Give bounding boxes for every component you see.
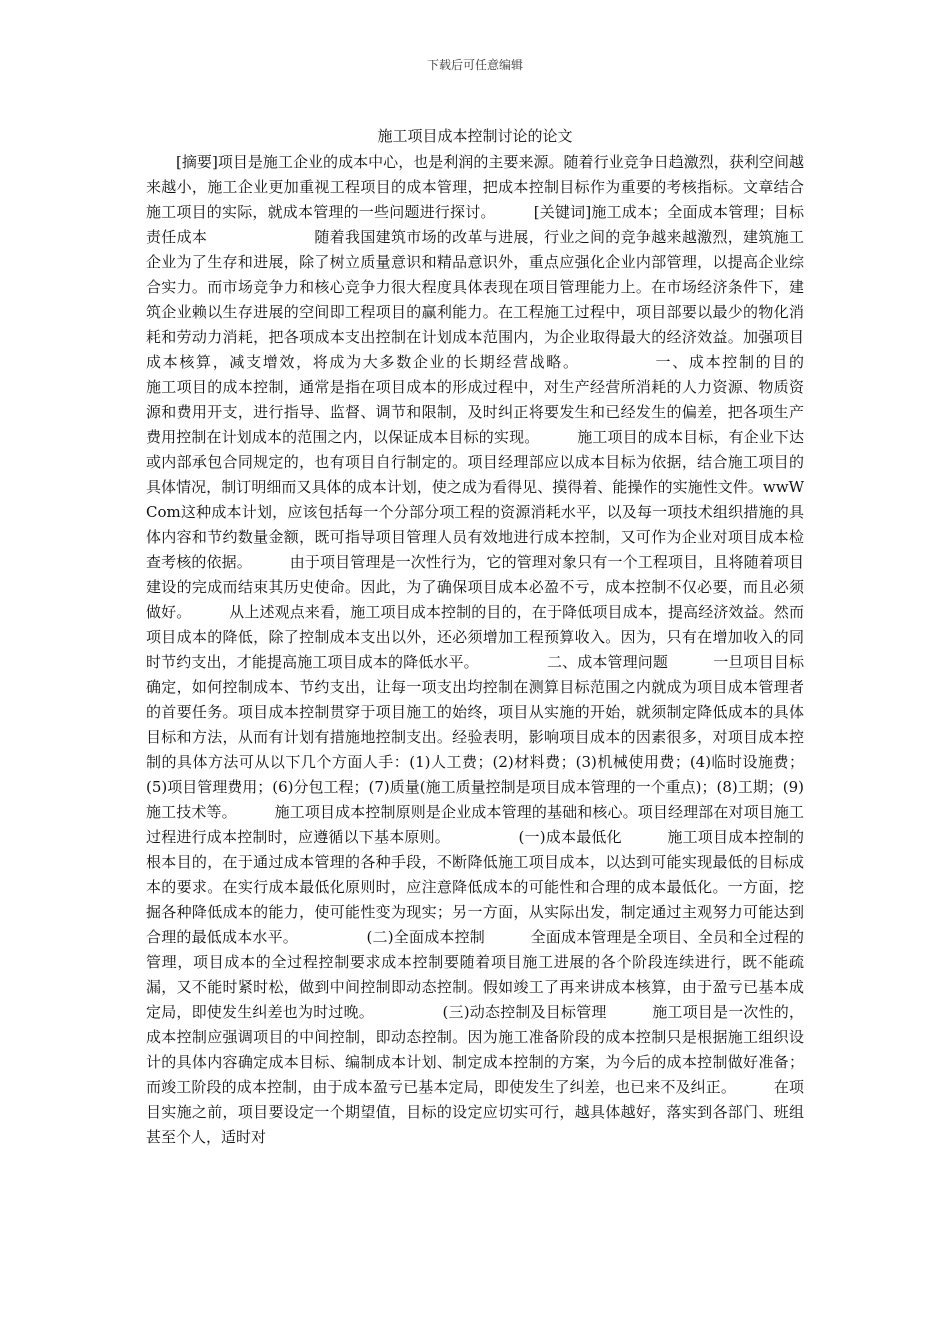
page-header-note: 下载后可任意编辑 [426,58,523,72]
document-body: [摘要]项目是施工企业的成本中心，也是利润的主要来源。随着行业竞争日趋激烈，获利空间越来越小，施工企业更加重视工程项目的成本管理，把成本控制目标作为重要的考核指标。文章结合施工项目的实际，就成本管理的一些问题进行探讨。 [关键词]施工成本；全面成本管理；目标责任成本 随着我国建筑市场的改革与进展，行业之间的竞争越来越激烈，建筑施工企业为了生存和进展，除了树立质量意识和精品意识外，重点应强化企业内部管理，以提高企业综合实力。而市场竞争力和核心竞争力很大程度具体表现在项目管理能力上。在市场经济条件下，建筑企业赖以生存进展的空间即工程项目的赢利能力。在工程施工过程中，项目部要以最少的物化消耗和劳动力消耗，把各项成本支出控制在计划成本范围内，为企业取得最大的经济效益。加强项目成本核算，减支增效，将成为大多数企业的长期经营战略。 一、成本控制的目的 施工项目的成本控制，通常是指在项目成本的形成过程中，对生产经营所消耗的人力资源、物质资源和费用开支，进行指导、监督、调节和限制，及时纠正将要发生和已经发生的偏差，把各项生产费用控制在计划成本的范围之内，以保证成本目标的实现。 施工项目的成本目标，有企业下达或内部承包合同规定的，也有项目自行制定的。项目经理部应以成本目标为依据，结合施工项目的具体情况，制订明细而又具体的成本计划，使之成为看得见、摸得着、能操作的实施性文件。wwWCom这种成本计划，应该包括每一个分部分项工程的资源消耗水平，以及每一项技术组织措施的具体内容和节约数量金额，既可指导项目管理人员有效地进行成本控制，又可作为企业对项目成本检查考核的依据。 由于项目管理是一次性行为，它的管理对象只有一个工程项目，且将随着项目建设的完成而结束其历史使命。因此，为了确保项目成本必盈不亏，成本控制不仅必要，而且必须做好。 从上述观点来看，施工项目成本控制的目的，在于降低项目成本，提高经济效益。然而项目成本的降低，除了控制成本支出以外，还必须增加工程预算收入。因为，只有在增加收入的同时节约支出，才能提高施工项目成本的降低水平。 二、成本管理问题 一旦项目目标确定，如何控制成本、节约支出，让每一项支出均控制在测算目标范围之内就成为项目成本管理者的首要任务。项目成本控制贯穿于项目施工的始终，项目从实施的开始，就须制定降低成本的具体目标和方法，从而有计划有措施地控制支出。经验表明，影响项目成本的因素很多，对项目成本控制的具体方法可从以下几个方面人手：(1)人工费；(2)材料费；(3)机械使用费；(4)临时设施费；(5)项目管理费用；(6)分包工程；(7)质量(施工质量控制是项目成本管理的一个重点)；(8)工期；(9)施工技术等。 施工项目成本控制原则是企业成本管理的基础和核心。项目经理部在对项目施工过程进行成本控制时，应遵循以下基本原则。 (一)成本最低化 施工项目成本控制的根本目的，在于通过成本管理的各种手段，不断降低施工项目成本，以达到可能实现最低的目标成本的要求。在实行成本最低化原则时，应注意降低成本的可能性和合理的成本最低化。一方面，挖掘各种降低成本的能力，使可能性变为现实；另一方面，从实际出发，制定通过主观努力可能达到合理的最低成本水平。 (二)全面成本控制 全面成本管理是全项目、全员和全过程的管理，项目成本的全过程控制要求成本控制要随着项目施工进展的各个阶段连续进行，既不能疏漏，又不能时紧时松，做到中间控制即动态控制。假如竣工了再来讲成本核算，由于盈亏已基本成定局，即使发生纠差也为时过晚。 (三)动态控制及目标管理 施工项目是一次性的，成本控制应强调项目的中间控制，即动态控制。因为施工准备阶段的成本控制只是根据施工组织设计的具体内容确定成本目标、编制成本计划、制定成本控制的方案，为今后的成本控制做好准备；而竣工阶段的成本控制，由于成本盈亏已基本定局，即使发生了纠差，也已来不及纠正。 在项目实施之前，项目要设定一个期望值，目标的设定应切实可行，越具体越好，落实到各部门、班组甚至个人，适时对 [146,153,880,1146]
document-title: 施工项目成本控制讨论的论文 [377,127,573,145]
